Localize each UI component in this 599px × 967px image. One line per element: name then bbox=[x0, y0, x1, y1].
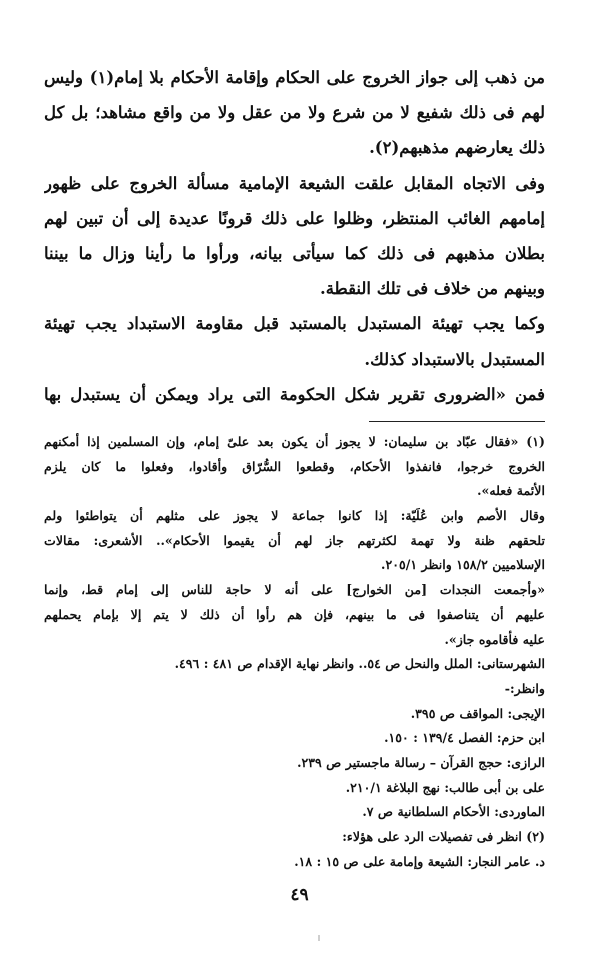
footnote-line: الإيجى: المواقف ص ٣٩٥. bbox=[410, 705, 545, 721]
footnote-line: الرازى: حجج القرآن – رسالة ماجستير ص ٢٣٩. bbox=[297, 754, 545, 770]
main-text-line: فمن «الضرورى تقرير شكل الحكومة التى يراد ويمكن أن يستبدل بها bbox=[44, 384, 545, 404]
main-text-line: وبينهم من خلاف فى تلك النقطة. bbox=[319, 279, 545, 299]
main-text-block bbox=[44, 60, 545, 412]
footnote-line: «وأجمعت النجدات [من الخوارج] على أنه لا حاجة للناس إلى إمام قط، وإنما bbox=[44, 582, 545, 598]
footnote-separator bbox=[369, 421, 545, 422]
page-number: ٤٩ bbox=[290, 885, 309, 905]
main-text-line: وفى الاتجاه المقابل علقت الشيعة الإمامية مسألة الخروج على ظهور bbox=[44, 173, 545, 193]
footnote-line: الماوردى: الأحكام السلطانية ص ٧. bbox=[362, 804, 545, 820]
footnote-line: د. عامر النجار: الشيعة وإمامة على ص ١٥ : ١٨. bbox=[294, 853, 545, 869]
main-text-line: ذلك يعارضهم مذهبهم(٢). bbox=[369, 138, 545, 158]
footnote-line: على بن أبى طالب: نهج البلاغة ٢١٠/١. bbox=[345, 779, 545, 795]
footnote-line: ابن حزم: الفصل ١٣٩/٤ : ١٥٠. bbox=[384, 730, 545, 746]
main-text-line: وكما يجب تهيئة المستبدل بالمستبد قبل مقاومة الاستبداد يجب تهيئة bbox=[44, 314, 545, 334]
main-text-line: من ذهب إلى جواز الخروج على الحكام وإقامة الأحكام بلا إمام(١) وليس bbox=[44, 68, 545, 87]
footnote-line: وقال الأصم وابن عُلَيّة: إذا كانوا جماعة لا يجوز على مثلهم أن يتواطئوا ولم bbox=[44, 508, 545, 524]
main-text-line: بطلان مذهبهم فى ذلك كما سيأتى بيانه، ورأوا ما رأينا وزال ما بيننا bbox=[44, 243, 545, 263]
footnote-line: الخروج خرجوا، فانفذوا الأحكام، وقطعوا السُّرّاق وأقادوا، وفعلوا ما كان يلزم bbox=[44, 458, 545, 474]
footnotes-block bbox=[44, 430, 545, 874]
main-text-line: المستبدل بالاستبداد كذلك. bbox=[364, 349, 545, 369]
footnote-line: وانظر:- bbox=[504, 680, 545, 696]
footnote-line: عليهم أن يتناصفوا فى ما بينهم، فإن هم رأوا أن ذلك لا يتم إلا بإمام يحملهم bbox=[44, 606, 545, 622]
footnote-line: الشهرستانى: الملل والنحل ص ٥٤.. وانظر نهاية الإقدام ص ٤٨١ : ٤٩٦. bbox=[174, 656, 545, 672]
footnote-line: الأئمة فعله». bbox=[477, 483, 545, 499]
main-text-line: إمامهم الغائب المنتظر، وظلوا على ذلك قرونًا عديدة إلى أن تبين لهم bbox=[44, 208, 545, 228]
footnote-line: الإسلاميين ١٥٨/٢ وانظر ٢٠٥/١. bbox=[381, 557, 545, 573]
footnote-line: عليه فأقاموه جاز». bbox=[444, 631, 545, 647]
scan-speck bbox=[318, 935, 320, 941]
footnote-line: (١) «فقال عبّاد بن سليمان: لا يجوز أن يكون بعد علىّ إمام، وإن المسلمين إذا أمكنهم bbox=[44, 434, 545, 449]
footnote-line: (٢) انظر فى تفصيلات الرد على هؤلاء: bbox=[342, 829, 545, 844]
main-text-line: لهم فى ذلك شفيع لا من شرع ولا من عقل ولا من واقع مشاهد؛ بل كل bbox=[44, 103, 545, 123]
footnote-line: تلحقهم ظنة ولا تهمة لكثرتهم جاز لهم أن يقيموا الأحكام».. الأشعرى: مقالات bbox=[44, 532, 545, 548]
